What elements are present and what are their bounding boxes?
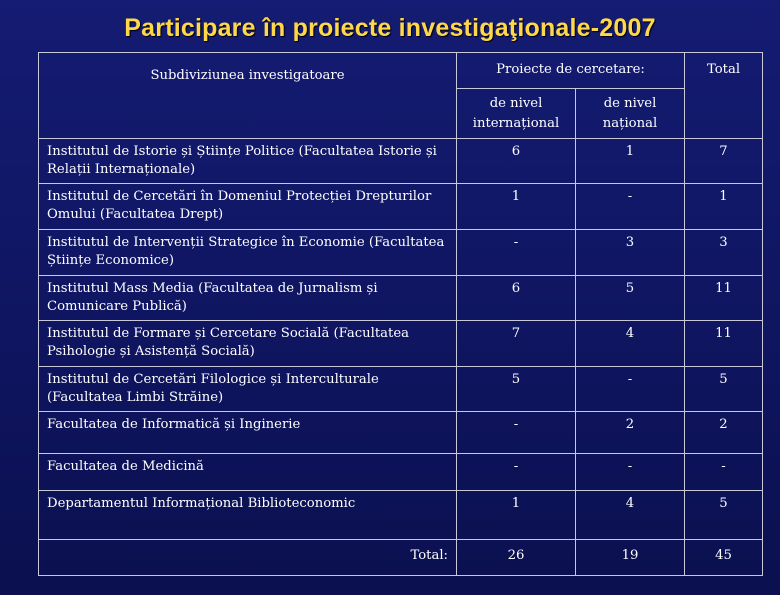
row-national: - [576, 367, 685, 412]
totals-total: 45 [685, 540, 763, 576]
totals-row [39, 540, 763, 576]
row-international: - [457, 412, 576, 454]
row-name: Facultatea de Informatică și Inginerie [39, 412, 457, 454]
page-title: Participare în proiecte investigaţionale-2007 [124, 14, 656, 42]
row-total: 5 [685, 367, 763, 412]
projects-header: Proiecte de cercetare: [457, 53, 685, 89]
row-name: Facultatea de Medicină [39, 454, 457, 491]
row-national: 4 [576, 491, 685, 540]
row-total: 11 [685, 321, 763, 367]
row-national: 1 [576, 139, 685, 184]
projects-table [38, 52, 763, 576]
table-row [39, 454, 763, 491]
row-international: 6 [457, 139, 576, 184]
row-international: 1 [457, 491, 576, 540]
row-total: 5 [685, 491, 763, 540]
table-row [39, 230, 763, 276]
row-name: Institutul de Istorie și Științe Politice (Facultatea Istorie și Relații Internaționale) [39, 139, 457, 184]
table-row [39, 491, 763, 540]
row-national: 5 [576, 276, 685, 321]
row-name: Institutul de Cercetări Filologice și Interculturale (Facultatea Limbi Străine) [39, 367, 457, 412]
table-row [39, 184, 763, 230]
row-international: 7 [457, 321, 576, 367]
row-name: Institutul de Cercetări în Domeniul Protecției Drepturilor Omului (Facultatea Drept) [39, 184, 457, 230]
row-total: 1 [685, 184, 763, 230]
row-name: Institutul de Intervenții Strategice în Economie (Facultatea Științe Economice) [39, 230, 457, 276]
totals-label: Total: [39, 540, 457, 576]
row-name: Departamentul Informațional Biblioteconomic [39, 491, 457, 540]
row-international: 5 [457, 367, 576, 412]
row-national: - [576, 454, 685, 491]
header-row-top [39, 53, 763, 89]
row-name: Institutul de Formare și Cercetare Socială (Facultatea Psihologie și Asistență Socială) [39, 321, 457, 367]
table-row [39, 139, 763, 184]
row-international: 1 [457, 184, 576, 230]
row-international: - [457, 230, 576, 276]
row-name: Institutul Mass Media (Facultatea de Jurnalism și Comunicare Publică) [39, 276, 457, 321]
row-international: 6 [457, 276, 576, 321]
table-row [39, 276, 763, 321]
row-national: 3 [576, 230, 685, 276]
row-total: 2 [685, 412, 763, 454]
national-header: de nivel național [576, 89, 685, 139]
international-header: de nivel internațional [457, 89, 576, 139]
table-row [39, 367, 763, 412]
row-total: - [685, 454, 763, 491]
subdivision-header: Subdiviziunea investigatoare [39, 53, 457, 139]
row-total: 7 [685, 139, 763, 184]
row-national: - [576, 184, 685, 230]
table-row [39, 412, 763, 454]
row-total: 3 [685, 230, 763, 276]
row-national: 2 [576, 412, 685, 454]
row-national: 4 [576, 321, 685, 367]
totals-national: 19 [576, 540, 685, 576]
total-header: Total [685, 53, 763, 139]
table-row [39, 321, 763, 367]
row-total: 11 [685, 276, 763, 321]
row-international: - [457, 454, 576, 491]
totals-international: 26 [457, 540, 576, 576]
